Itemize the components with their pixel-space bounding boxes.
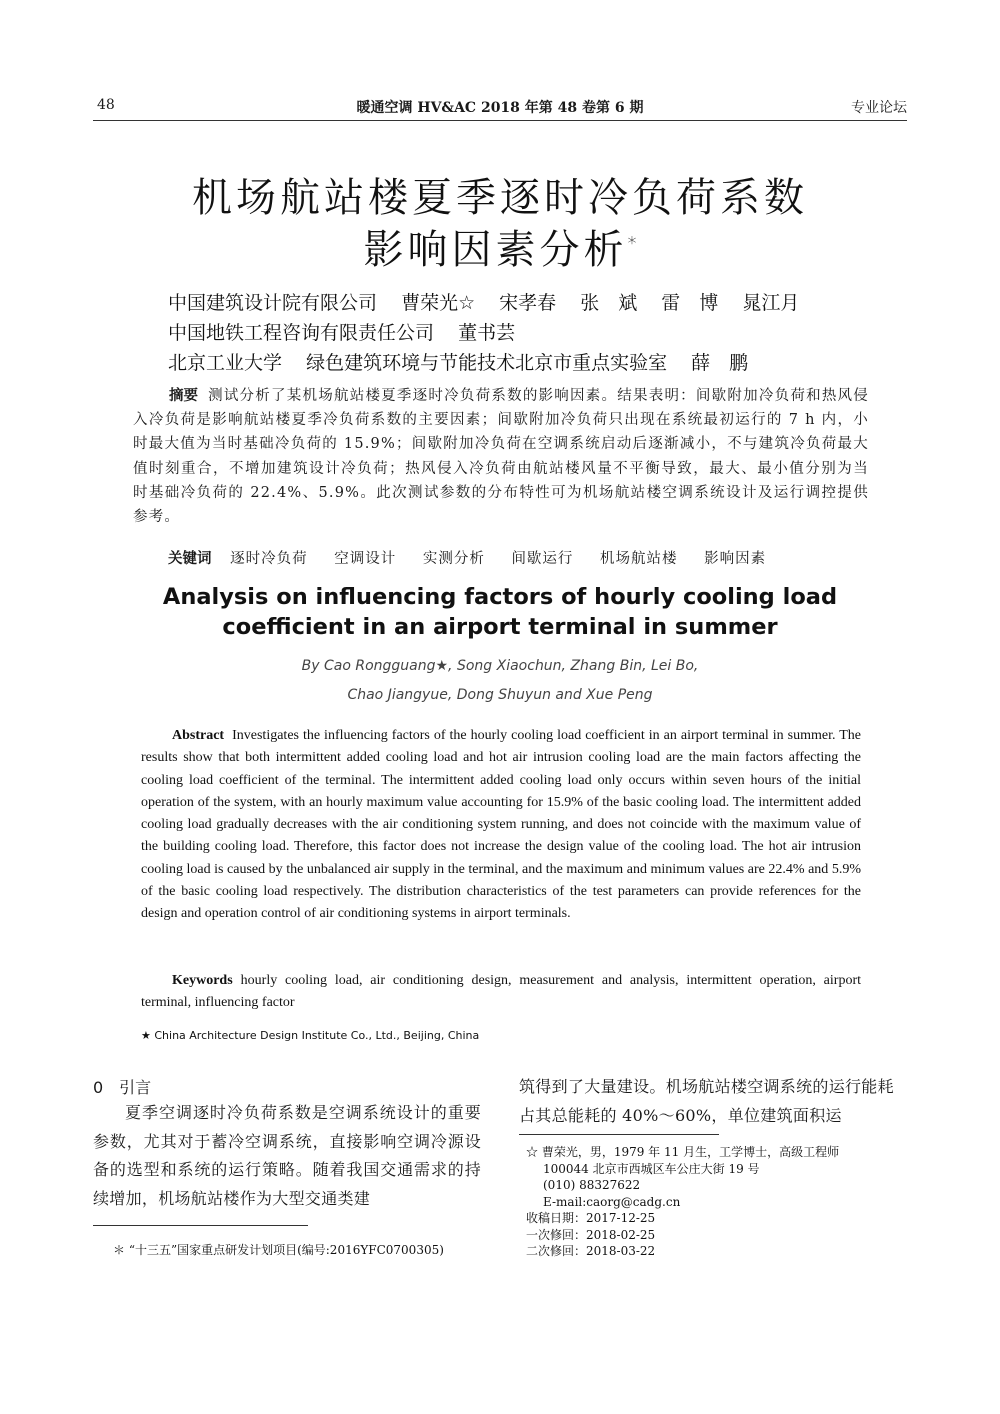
title-footnote-mark: * (627, 233, 637, 254)
keyword: 逐时冷负荷 (230, 551, 308, 567)
body-text-left: 夏季空调逐时冷负荷系数是空调系统设计的重要参数，尤其对于蓄冷空调系统，直接影响空调冷源设备的选型和系统的运行策略。随着我国交通需求的持续增加，机场航站楼作为大型交通类建 (93, 1103, 481, 1208)
author-name: 宋孝春 (499, 292, 557, 314)
chinese-keywords-label: 关键词 (168, 551, 212, 567)
title-line-1: 机场航站楼夏季逐时冷负荷系数 (192, 175, 808, 221)
english-abstract-label: Abstract (172, 728, 225, 743)
keyword: 实测分析 (422, 551, 485, 567)
author-name: 张 斌 (580, 292, 638, 314)
author-email: E-mail:caorg@cadg.cn (543, 1194, 681, 1209)
section-heading: 0 引言 (93, 1078, 152, 1097)
english-keywords-label: Keywords (172, 973, 233, 988)
header-rule (93, 120, 907, 121)
english-authors-line-1: By Cao Rongguang★, Song Xiaochun, Zhang Bin, Lei Bo, (301, 658, 699, 674)
keyword: 影响因素 (704, 551, 767, 567)
english-title-line-1: Analysis on influencing factors of hourly cooling load (162, 584, 838, 610)
english-title-line-2: coefficient in an airport terminal in summer (222, 614, 778, 640)
title-line-2-text: 影响因素分析 (363, 227, 628, 273)
affiliation-line-2 (168, 318, 533, 345)
author-phone: (010) 88327622 (543, 1178, 641, 1192)
author-name: 薛 鹏 (691, 352, 749, 374)
author-name: 雷 博 (661, 292, 719, 314)
author-bio: ☆ 曹荣光，男，1979 年 11 月生，工学博士，高级工程师 (526, 1145, 840, 1159)
footnote-rule-left (93, 1225, 308, 1226)
journal-header: 暖通空调 HV&AC 2018 年第 48 卷第 6 期 (356, 100, 644, 116)
english-keywords-text: hourly cooling load, air conditioning design, measurement and analysis, intermittent operation, airport terminal, influencing factor (141, 973, 861, 1011)
author-footnote (526, 1144, 839, 1260)
keyword: 间歇运行 (511, 551, 574, 567)
affiliation-org: 中国地铁工程咨询有限责任公司 (168, 322, 435, 344)
author-address: 100044 北京市西城区车公庄大街 19 号 (543, 1161, 760, 1176)
english-authors-line-2: Chao Jiangyue, Dong Shuyun and Xue Peng (347, 687, 653, 703)
revision-date-2: 二次修回：2018-03-22 (526, 1244, 656, 1258)
author-name: 晁江月 (742, 292, 800, 314)
body-text-right: 筑得到了大量建设。机场航站楼空调系统的运行能耗占其总能耗的 40%～60%，单位建筑面积运 (519, 1077, 894, 1125)
affiliation-org: 中国建筑设计院有限公司 (168, 292, 378, 314)
keyword: 机场航站楼 (600, 551, 678, 567)
affiliation-line-3 (168, 348, 766, 375)
page-number: 48 (97, 97, 115, 113)
author-name: 董书芸 (458, 322, 516, 344)
english-keywords (141, 970, 861, 1015)
title-line-2 (0, 218, 1000, 275)
affiliation-lab: 绿色建筑环境与节能技术北京市重点实验室 (306, 352, 668, 374)
chinese-keywords (168, 547, 788, 568)
keyword: 空调设计 (334, 551, 397, 567)
chinese-abstract-text: 测试分析了某机场航站楼夏季逐时冷负荷系数的影响因素。结果表明：间歇附加冷负荷和热风侵入冷负荷是影响航站楼夏季冷负荷系数的主要因素；间歇附加冷负荷只出现在系统最初运行的 7 h 内，小时最大值为当时基础冷负荷的 15.9%；间歇附加冷负荷在空调系统启动后逐渐减小，不与建筑冷负荷最大值时刻重合，不增加建筑设计冷负荷；热风侵入冷负荷由航站楼风量不平衡导致，最大、最小值分别为当时基础冷负荷的 22.4%、5.9%。此次测试参数的分布特性可为机场航站楼空调系统设计及运行调控提供参考。 (133, 388, 869, 526)
affiliation-org: 北京工业大学 (168, 352, 283, 374)
chinese-abstract-label: 摘要 (169, 388, 199, 404)
received-date: 收稿日期：2017-12-25 (526, 1211, 656, 1225)
chinese-abstract (133, 384, 869, 529)
revision-date-1: 一次修回：2018-02-25 (526, 1227, 656, 1242)
affiliation-line-1 (168, 288, 817, 315)
english-abstract-text: Investigates the influencing factors of the hourly cooling load coefficient in an airport terminal in summer. The results show that both intermittent added cooling load and hot air intrusion cooling load are the main factors affecting the cooling load coefficient of the terminal. The intermittent added cooling load only occurs within seven hours of the initial operation of the system, with an hourly maximum value accounting for 15.9% of the basic cooling load. The intermittent added cooling load gradually decreases with the air conditioning system running, and does not coincide with the maximum value of the building cooling load. Therefore, this factor does not increase the design value of the cooling load. The hot air intrusion cooling load is caused by the unbalanced air supply in the terminal, and the maximum and minimum values are 22.4% and 5.9% of the basic cooling load respectively. The distribution characteristics of the test parameters can provide references for the design and operation control of air conditioning systems in airport terminals. (141, 728, 861, 922)
footnote-rule-right (519, 1134, 719, 1135)
funding-footnote: ＊ “十三五”国家重点研发计划项目(编号:2016YFC0700305) (113, 1243, 444, 1257)
institution-note: ★ China Architecture Design Institute Co., Ltd., Beijing, China (141, 1029, 480, 1042)
english-abstract (141, 725, 861, 926)
author-name: 曹荣光☆ (401, 292, 476, 314)
section-label: 专业论坛 (851, 100, 907, 116)
